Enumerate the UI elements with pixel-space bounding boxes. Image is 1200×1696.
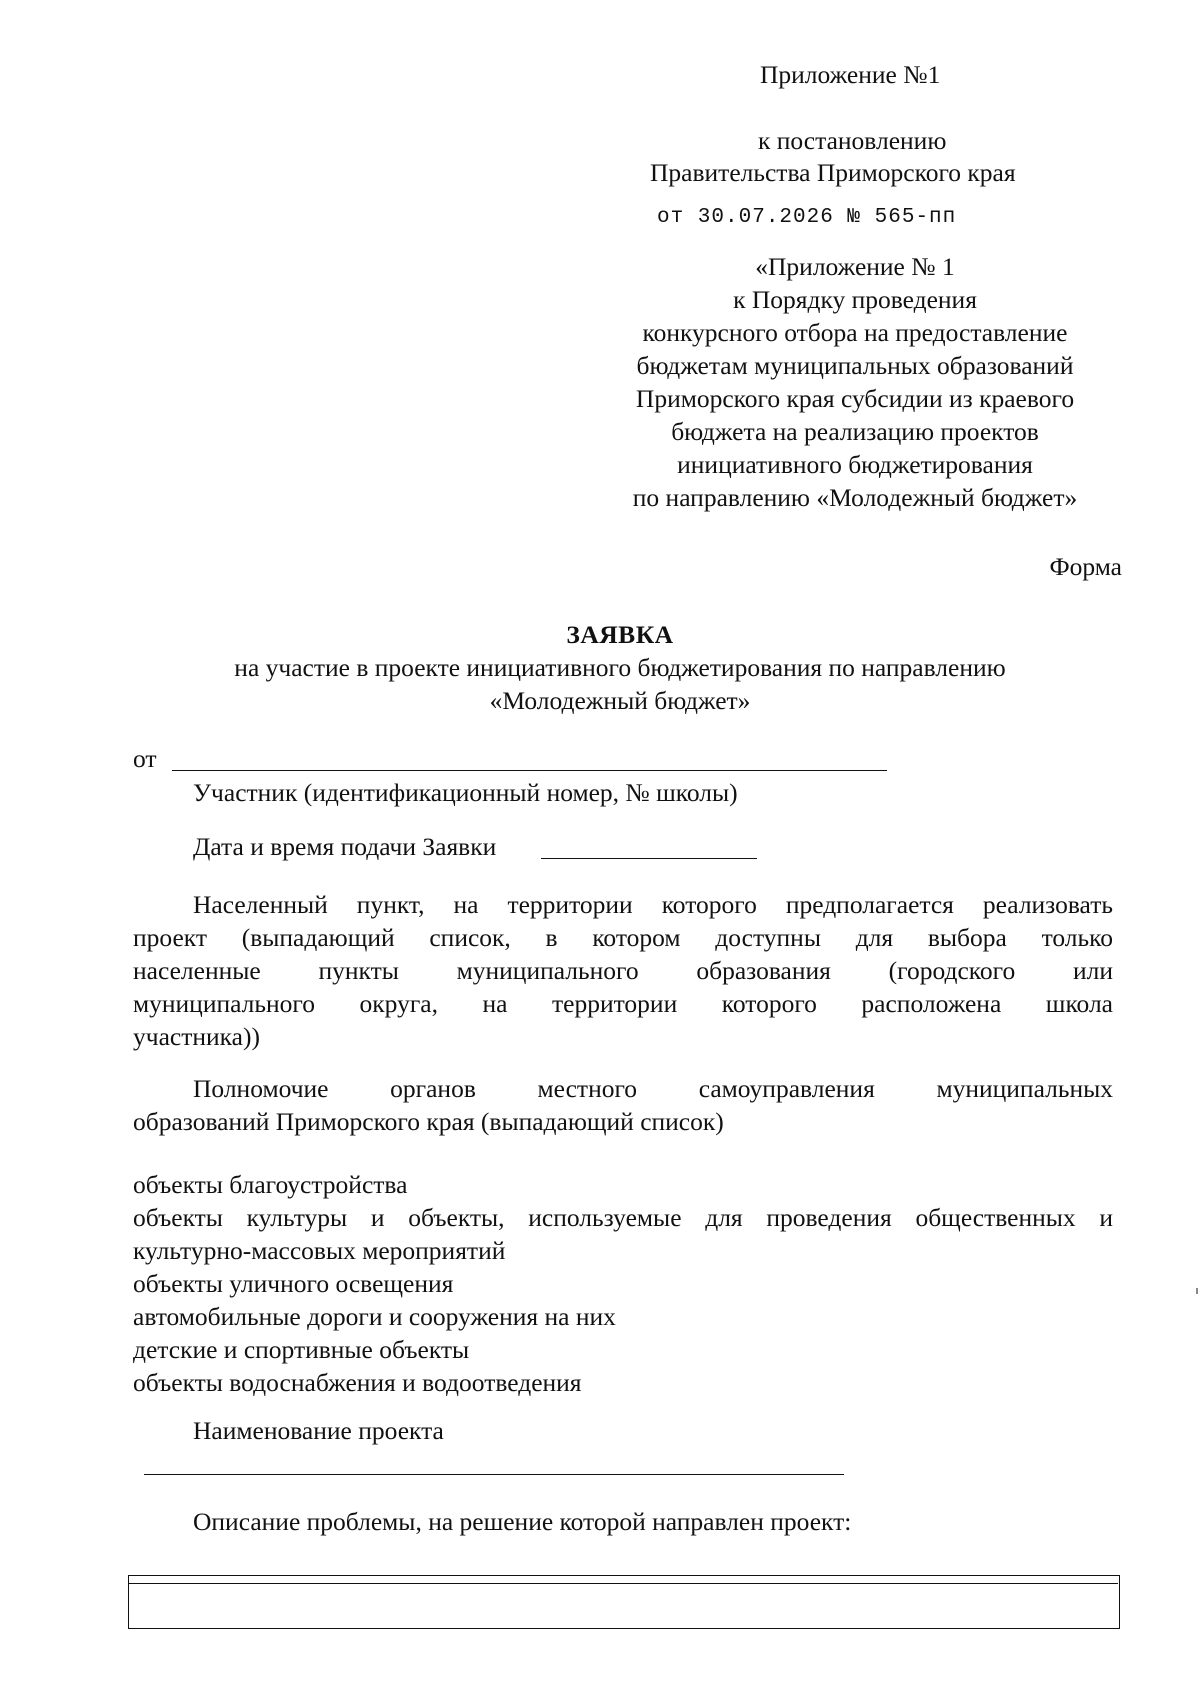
sub-appendix-line: Приморского края субсидии из краевого [635,384,1075,413]
authority-paragraph [133,1072,1113,1138]
sub-appendix-line: к Порядку проведения [733,285,977,314]
sub-appendix-block [600,250,1110,514]
authority-line: образований Приморского края (выпадающий список) [133,1107,724,1136]
option-item[interactable]: объекты уличного освещения [133,1269,454,1298]
sub-appendix-line: по направлению «Молодежный бюджет» [632,483,1078,512]
participant-input-line[interactable] [172,770,887,771]
government-name: Правительства Приморского края [650,158,1016,187]
option-item[interactable]: автомобильные дороги и сооружения на них [133,1302,616,1331]
settlement-line: участника)) [133,1022,260,1051]
authority-line: Полномочие органов местного самоуправления муниципальных [193,1074,1113,1103]
form-label: Форма [1049,552,1122,581]
title-line: на участие в проекте инициативного бюджетирования по направлению [234,653,1006,682]
authority-options-list [133,1168,1113,1399]
project-name-label: Наименование проекта [193,1416,444,1445]
sub-appendix-line: бюджета на реализацию проектов [671,417,1039,446]
option-item[interactable]: объекты благоустройства [133,1170,408,1199]
settlement-line: муниципального округа, на территории которого расположена школа [133,989,1113,1018]
resolution-date-number: от 30.07.2026 № 565-пп [657,206,957,229]
title-line: «Молодежный бюджет» [489,686,751,715]
option-item[interactable]: объекты водоснабжения и водоотведения [133,1368,582,1397]
settlement-line: проект (выпадающий список, в котором доступны для выбора только [133,923,1113,952]
sub-appendix-line: конкурсного отбора на предоставление [642,318,1068,347]
sub-appendix-line: инициативного бюджетирования [677,450,1033,479]
settlement-paragraph [133,888,1113,1053]
textbox-inner-line [128,1583,1118,1584]
settlement-line: Населенный пункт, на территории которого предполагается реализовать [193,890,1113,919]
to-resolution: к постановлению [758,126,947,155]
sub-appendix-line: бюджетам муниципальных образований [636,351,1074,380]
sub-appendix-line: «Приложение № 1 [755,252,955,281]
appendix-title: Приложение №1 [760,60,941,89]
submission-date-label: Дата и время подачи Заявки [193,832,497,861]
title-heading: ЗАЯВКА [566,620,674,649]
scan-edge-mark [1196,1288,1198,1294]
form-title [120,618,1120,717]
option-item[interactable]: объекты культуры и объекты, используемые для проведения общественных и [133,1203,1113,1232]
submission-date-input-line[interactable] [541,858,757,859]
from-prefix: от [133,744,157,773]
option-item-continued: культурно-массовых мероприятий [133,1236,506,1265]
settlement-line: населенные пункты муниципального образования (городского или [133,956,1113,985]
option-item[interactable]: детские и спортивные объекты [133,1335,470,1364]
project-name-input-line[interactable] [144,1474,844,1475]
participant-caption: Участник (идентификационный номер, № школы) [193,778,738,807]
problem-description-label: Описание проблемы, на решение которой направлен проект: [193,1507,852,1536]
